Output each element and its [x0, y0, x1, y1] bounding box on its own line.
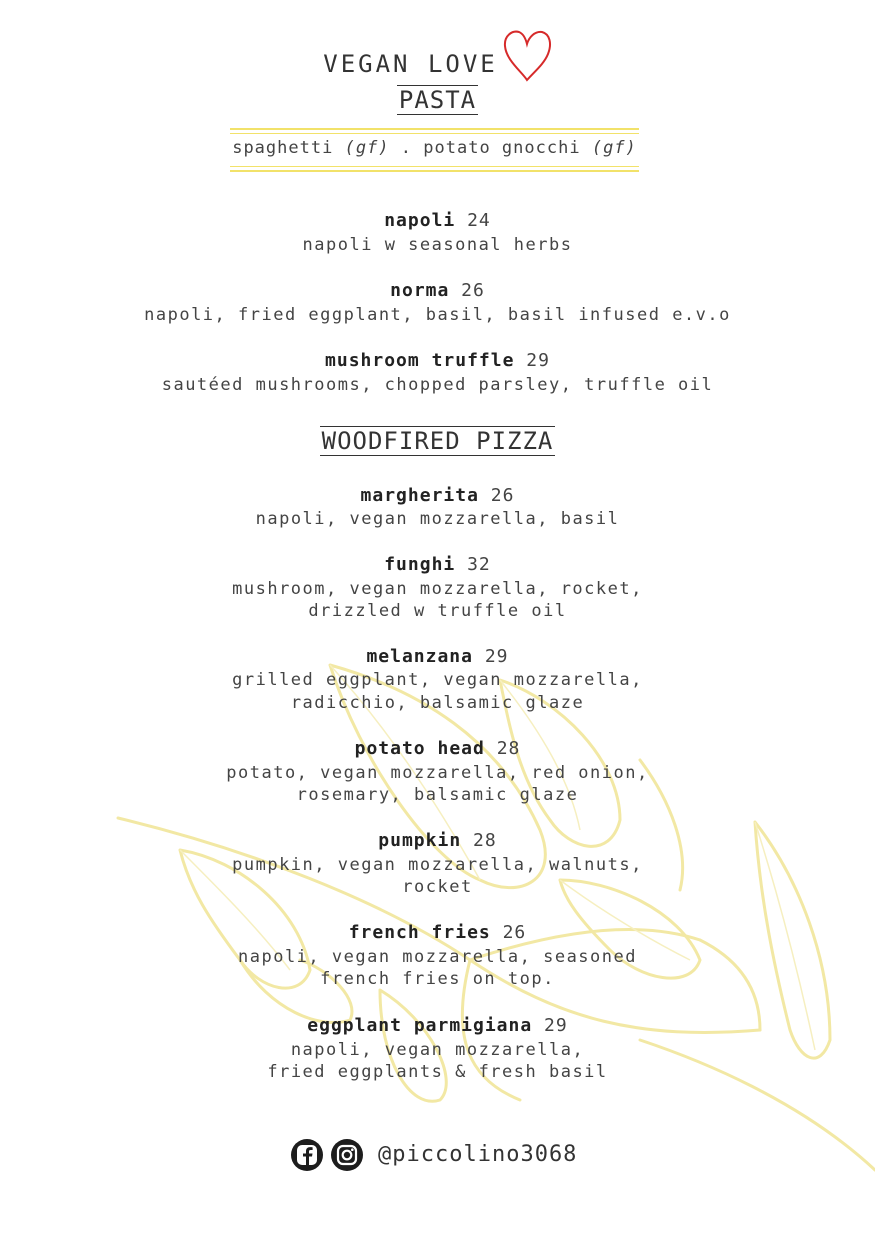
heart-outline-icon [502, 28, 552, 90]
menu-item-name [0, 350, 875, 371]
pasta-types-line [230, 138, 639, 158]
social-handle[interactable]: @piccolino3068 [378, 1142, 578, 1167]
item-name: funghi [384, 554, 456, 575]
menu-item-name [0, 646, 875, 667]
item-price: 29 [526, 350, 550, 371]
menu-item-name [0, 738, 875, 759]
item-name: norma [390, 280, 450, 301]
item-price: 26 [461, 280, 485, 301]
item-name: french fries [348, 922, 491, 943]
menu-item-name [0, 1015, 875, 1036]
menu-item-description: mushroom, vegan mozzarella, rocket, [232, 579, 643, 599]
item-price: 24 [467, 210, 491, 231]
menu-item-description: napoli, fried eggplant, basil, basil infused e.v.o [144, 305, 731, 325]
menu-item-name [0, 210, 875, 231]
menu-item-description: radicchio, balsamic glaze [290, 693, 585, 713]
menu-item-description: napoli, vegan mozzarella, basil [255, 509, 620, 529]
menu-item-description: rocket [402, 877, 473, 897]
pasta-type-gnocchi: potato gnocchi [423, 138, 581, 158]
pasta-heading [0, 85, 875, 115]
instagram-icon[interactable] [330, 1138, 364, 1172]
menu-item-description: grilled eggplant, vegan mozzarella, [232, 670, 643, 690]
item-name: margherita [360, 485, 479, 506]
menu-title-text: VEGAN LOVE [323, 50, 498, 78]
menu-item-description: sautéed mushrooms, chopped parsley, truffle oil [161, 375, 714, 395]
menu-item-description: napoli, vegan mozzarella, [290, 1040, 585, 1060]
menu-item-description: french fries on top. [320, 969, 555, 989]
facebook-icon[interactable] [290, 1138, 324, 1172]
item-price: 28 [473, 830, 497, 851]
menu-item-description: napoli w seasonal herbs [302, 235, 573, 255]
pasta-heading-text: PASTA [398, 86, 477, 114]
menu-item-description: rosemary, balsamic glaze [296, 785, 579, 805]
menu-item-description: drizzled w truffle oil [308, 601, 567, 621]
menu-item-name [0, 554, 875, 575]
item-name: eggplant parmigiana [307, 1015, 533, 1036]
gluten-free-tag: (gf) [344, 138, 390, 158]
gluten-free-tag: (gf) [591, 138, 637, 158]
pizza-heading [0, 426, 875, 456]
menu-item-name [0, 922, 875, 943]
pasta-type-separator: . [400, 138, 413, 158]
social-footer [288, 1138, 588, 1174]
menu-item-description: fried eggplants & fresh basil [267, 1062, 608, 1082]
menu-item-name [0, 280, 875, 301]
menu-item-name [0, 485, 875, 506]
item-name: napoli [384, 210, 456, 231]
item-price: 29 [484, 646, 509, 667]
item-name: mushroom truffle [325, 350, 515, 371]
menu-item-description: napoli, vegan mozzarella, seasoned [238, 947, 637, 967]
pizza-heading-text: WOODFIRED PIZZA [321, 427, 554, 455]
pasta-types-box [230, 128, 639, 172]
item-price: 32 [467, 554, 491, 575]
item-price: 28 [496, 738, 521, 759]
pasta-type-spaghetti: spaghetti [232, 138, 334, 158]
menu-item-name [0, 830, 875, 851]
menu-item-description: pumpkin, vegan mozzarella, walnuts, [232, 855, 643, 875]
item-price: 29 [544, 1015, 568, 1036]
item-price: 26 [502, 922, 527, 943]
item-name: melanzana [366, 646, 473, 667]
item-price: 26 [490, 485, 515, 506]
menu-item-description: potato, vegan mozzarella, red onion, [226, 763, 649, 783]
item-name: potato head [354, 738, 485, 759]
item-name: pumpkin [378, 830, 462, 851]
